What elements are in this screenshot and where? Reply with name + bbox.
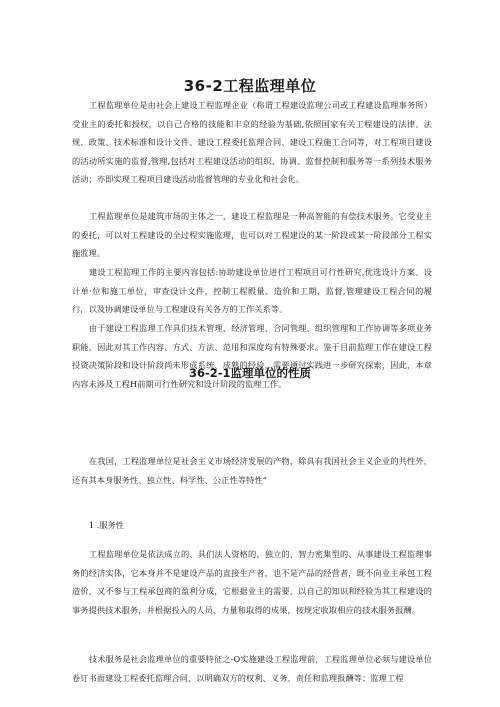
paragraph-main-content: 建设工程监理工作的主要内容包括:协助建设单位进行工程项目可行性研究,优选设计方案、设计单·位和施工单位，审查设计文件，控制工程殿量、造价和工期，监督,管理建设工程合同的履行，以及协调建设单位与工程建设有关各方的工作关系等。: [72, 267, 432, 315]
paragraph-market-role: 工程监理单位是建筑市场的主体之一，建设工程监理是一种高智能的有偿技术服务。它受业主的委托，可以对工程建设的全过程实施监理，也可以对工程建设的某一阶段或某一阶段部分工程实施监理。: [72, 211, 432, 259]
section-title: 36-2-1监理单位的性质: [188, 366, 312, 380]
paragraph-intro: 工程监理单位是由社会上建设工程监理企业（称谓工程建设监理公司或工程建设监理事务所）受业主的委托和授权，以自己合格的技能和丰京的经验为基础,依照国家有关工程建设的法律、法规、政策、技术标准和设计文件、建设工程委托监理合同、建设工程施工合同等，对工程项目建设的活动所实施的监督,管理,包括对工程建设活动的组织、协调、监督控制和服务等一系列技术服务活动；亦即实现工程项目建设活动监督管理的专业化和社会化。: [72, 100, 432, 185]
sub-heading-service: 1 .服务性: [89, 520, 124, 530]
paragraph-section-intro: 在我国，工程监理单位是社会主义市场经济发展的产物，除具有我国社会主义企业的共性外，还有其本身服务性、独立性、科学性、公正性等特性“: [72, 456, 432, 485]
paragraph-scope: 由于建设工程监理工作具们技术管理、经济管理、合同管理、组织管理和工作协调等多项业务职能，因此对其工作内容、方式、方法、范用和深度均有特殊要求。鉴于目前监理工作在建设工程投资决策阶段和设计阶段尚未形成系统、成熟的经验，需要通过实践进一步研究探索，因此，本章内容未涉及工程H前期可行性研究和设计阶段的监理工作。: [72, 323, 432, 389]
document-title: 36-2工程监理单位: [183, 77, 317, 95]
paragraph-service-nature: 工程监理单位是依法成立的、具们法人资格的、独立的、智力密集型的、从事建设工程监理事务的经济实体，它本身并不是建设产品的直接生产者，也不是产品的经营者，既不向业主承包工程造价，又不参与工程承包商的盈利分成，它根据业主的需要，以自己的知识和经验为其工程建设的事务提供技术服务，并根据投入的人员、力量和取得的成果，按规定收取相应的技术服务报酬。: [72, 549, 432, 615]
paragraph-technical-service: 技术服务是社会监理单位的重要特征之-O实施建设工程监理前，工程监理单位必须与建设单位卷订书面建设工程委托监理合同，以明确双方的权利、义务、责任和监理报酬等；监理工程: [72, 654, 432, 683]
